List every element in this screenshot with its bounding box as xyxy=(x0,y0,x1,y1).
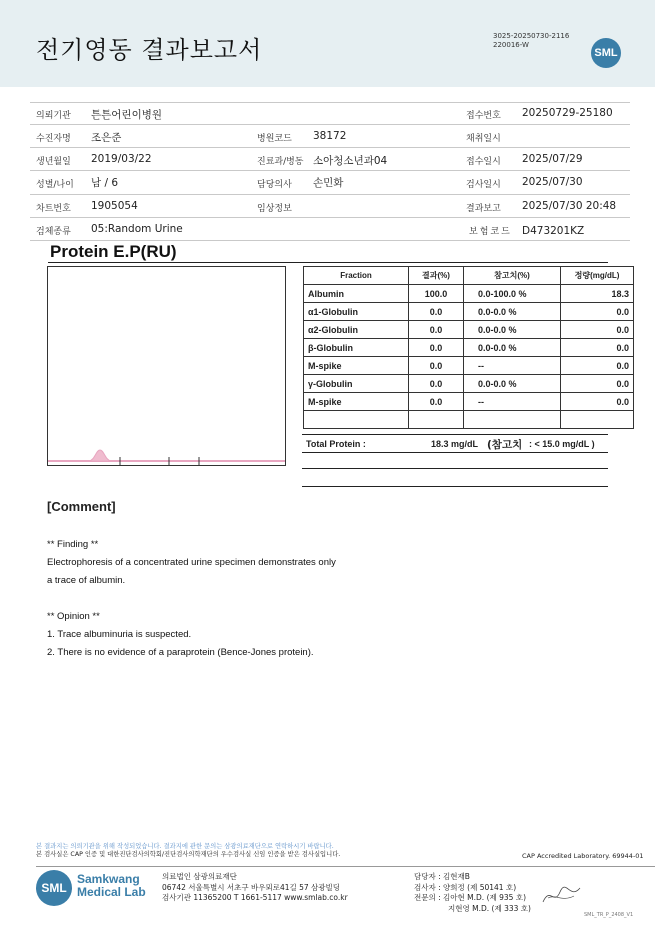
staff-label: 전문의 : xyxy=(414,893,441,902)
cell-result: 0.0 xyxy=(409,321,464,339)
sex-age-value: 남 / 6 xyxy=(91,177,119,189)
table-header-row xyxy=(304,267,634,285)
specimen-label: 검체종류 xyxy=(36,227,71,237)
col-quantity: 정량(mg/dL) xyxy=(561,267,634,285)
receipt-no-label: 접수번호 xyxy=(466,111,501,121)
cell-fraction: β-Globulin xyxy=(304,339,409,357)
cell-reference: 0.0-0.0 % xyxy=(464,321,561,339)
col-result: 결과(%) xyxy=(409,267,464,285)
chart-label: 차트번호 xyxy=(36,204,71,214)
brand-line-1: Samkwang xyxy=(77,872,140,886)
staff-block xyxy=(414,872,531,914)
table-row xyxy=(304,285,634,303)
footer-notice-1: 본 결과지는 의뢰기관을 위해 작성되었습니다. 결과지에 관한 문의는 삼광의료재단으로 연락하시기 바랍니다. xyxy=(36,843,334,850)
section-title: Protein E.P(RU) xyxy=(50,242,177,261)
finding-header: ** Finding ** xyxy=(47,539,99,550)
blank-rule xyxy=(302,468,608,469)
test-date-value: 2025/07/30 xyxy=(522,176,583,188)
cell-result: 0.0 xyxy=(409,303,464,321)
table-row xyxy=(304,411,634,429)
cell-fraction: Albumin xyxy=(304,285,409,303)
brand-line-2: Medical Lab xyxy=(77,885,146,899)
divider xyxy=(30,124,630,125)
dept-value: 소아청소년과04 xyxy=(313,155,388,167)
code-line-2: 220016-W xyxy=(493,41,529,49)
cell-result: 0.0 xyxy=(409,339,464,357)
table-row xyxy=(304,303,634,321)
hospital-code-value: 38172 xyxy=(313,130,347,142)
finding-line-1: Electrophoresis of a concentrated urine specimen demonstrates only xyxy=(47,557,336,568)
total-bottom-rule xyxy=(302,452,608,453)
cell-result: 100.0 xyxy=(409,285,464,303)
total-ref-label: (참고치 xyxy=(487,439,523,451)
footer-notice-2: 본 검사실은 CAP 인증 및 대한진단검사의학회/진단검사의학재단의 우수검사실 신임 인증을 받은 검사실입니다. xyxy=(36,851,341,858)
cell-quantity xyxy=(561,411,634,429)
doctor-label: 담당의사 xyxy=(257,180,292,190)
divider xyxy=(30,102,630,103)
birth-value: 2019/03/22 xyxy=(91,153,152,165)
form-code: SML_TR_P_2408_V1 xyxy=(584,912,634,918)
cell-quantity: 0.0 xyxy=(561,393,634,411)
divider xyxy=(30,170,630,171)
cell-reference: 0.0-0.0 % xyxy=(464,339,561,357)
cell-reference: 0.0-0.0 % xyxy=(464,303,561,321)
cell-reference: 0.0-0.0 % xyxy=(464,375,561,393)
cell-reference: -- xyxy=(464,393,561,411)
cell-fraction: α1-Globulin xyxy=(304,303,409,321)
org-name: 의료법인 삼광의료재단 xyxy=(162,872,237,881)
cell-quantity: 0.0 xyxy=(561,357,634,375)
cell-reference xyxy=(464,411,561,429)
patient-value: 조은준 xyxy=(91,132,122,144)
receipt-date-value: 2025/07/29 xyxy=(522,153,583,165)
divider xyxy=(30,147,630,148)
dept-label: 진료과/병동 xyxy=(257,157,304,167)
cell-reference: 0.0-100.0 % xyxy=(464,285,561,303)
blank-rule xyxy=(302,486,608,487)
results-table xyxy=(303,266,634,429)
cell-fraction xyxy=(304,411,409,429)
collect-date-label: 채취일시 xyxy=(466,134,501,144)
cell-result xyxy=(409,411,464,429)
org-address: 06742 서울특별시 서초구 바우뫼로41길 57 삼광빌딩 xyxy=(162,882,341,892)
staff-name: 김현재B xyxy=(443,872,470,881)
staff-name: 양희정 (제 50141 호) xyxy=(443,882,517,892)
chart-value: 1905054 xyxy=(91,200,138,212)
hospital-code-label: 병원코드 xyxy=(257,134,292,144)
receipt-date-label: 접수일시 xyxy=(466,157,501,167)
cell-quantity: 0.0 xyxy=(561,303,634,321)
org-block xyxy=(162,872,348,904)
brand-name xyxy=(77,873,146,899)
receipt-no-value: 20250729-25180 xyxy=(522,107,613,119)
total-protein-value: 18.3 mg/dL xyxy=(431,439,479,449)
comment-title: [Comment] xyxy=(47,499,116,514)
table-row xyxy=(304,393,634,411)
signature-scribble xyxy=(540,880,584,910)
table-row xyxy=(304,339,634,357)
clinical-label: 임상정보 xyxy=(257,204,292,214)
insurance-value: D473201KZ xyxy=(522,225,585,237)
cell-result: 0.0 xyxy=(409,393,464,411)
footer-rule xyxy=(36,866,655,867)
col-reference: 참고치(%) xyxy=(464,267,561,285)
patient-label: 수진자명 xyxy=(36,134,71,144)
staff-name: 지현영 M.D. (제 333 호) xyxy=(448,903,531,913)
report-code xyxy=(493,32,569,50)
table-row xyxy=(304,375,634,393)
divider xyxy=(30,217,630,218)
opinion-1: 1. Trace albuminuria is suspected. xyxy=(47,629,192,640)
test-date-label: 검사일시 xyxy=(466,180,501,190)
specimen-value: 05:Random Urine xyxy=(91,223,183,235)
divider xyxy=(30,194,630,195)
cell-fraction: M-spike xyxy=(304,393,409,411)
sml-logo: SML xyxy=(591,38,621,68)
report-value: 2025/07/30 20:48 xyxy=(522,200,617,212)
col-fraction: Fraction xyxy=(304,267,409,285)
institution-label: 의뢰기관 xyxy=(36,111,71,121)
divider xyxy=(30,240,630,241)
doctor-value: 손민화 xyxy=(313,177,344,189)
cell-fraction: α2-Globulin xyxy=(304,321,409,339)
cell-quantity: 0.0 xyxy=(561,375,634,393)
sex-age-label: 성별/나이 xyxy=(36,180,74,190)
finding-line-2: a trace of albumin. xyxy=(47,575,126,586)
graph-frame xyxy=(48,267,286,466)
total-top-rule xyxy=(302,434,608,435)
total-protein-label: Total Protein : xyxy=(306,439,366,449)
cell-quantity: 0.0 xyxy=(561,339,634,357)
staff-name: 김아현 M.D. (제 935 호) xyxy=(443,893,526,902)
report-title: 전기영동 결과보고서 xyxy=(36,36,263,64)
staff-label: 담당자 : xyxy=(414,872,441,881)
table-row xyxy=(304,357,634,375)
samkwang-logo: SML xyxy=(36,870,72,906)
staff-label: 검사자 : xyxy=(414,882,441,892)
table-row xyxy=(304,321,634,339)
cell-quantity: 18.3 xyxy=(561,285,634,303)
institution-value: 튼튼어린이병원 xyxy=(91,109,163,121)
cell-reference: -- xyxy=(464,357,561,375)
cell-result: 0.0 xyxy=(409,375,464,393)
opinion-header: ** Opinion ** xyxy=(47,611,100,622)
opinion-2: 2. There is no evidence of a paraprotein (Bence-Jones protein). xyxy=(47,647,314,658)
report-label: 결과보고 xyxy=(466,204,501,214)
total-ref-value: : < 15.0 mg/dL ) xyxy=(529,439,595,449)
code-line-1: 3025-20250730-2116 xyxy=(493,32,570,40)
birth-label: 생년월일 xyxy=(36,157,71,167)
cap-accreditation: CAP Accredited Laboratory. 69944-01 xyxy=(522,852,644,860)
electrophoresis-graph xyxy=(47,266,286,466)
cell-result: 0.0 xyxy=(409,357,464,375)
cell-fraction: M-spike xyxy=(304,357,409,375)
insurance-label: 보험코드 xyxy=(469,227,512,237)
section-underline xyxy=(48,262,608,263)
cell-quantity: 0.0 xyxy=(561,321,634,339)
cell-fraction: γ-Globulin xyxy=(304,375,409,393)
org-contact: 검사기관 11365200 T 1661-5117 www.smlab.co.kr xyxy=(162,893,348,902)
